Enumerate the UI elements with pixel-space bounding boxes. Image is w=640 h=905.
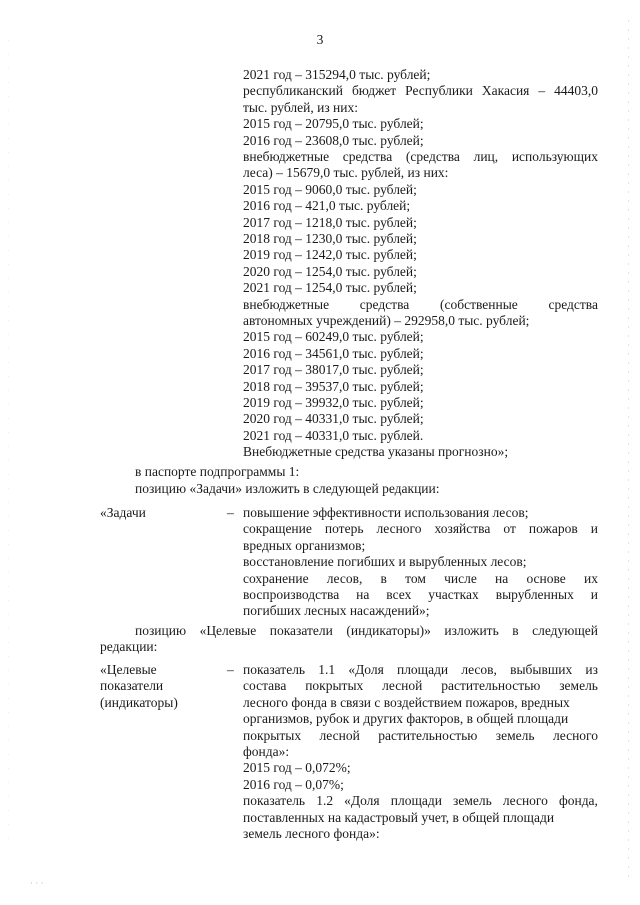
funding-line: 2021 год – 40331,0 тыс. рублей. bbox=[243, 427, 424, 443]
funding-line: автономных учреждений) – 292958,0 тыс. рублей; bbox=[243, 313, 530, 328]
scan-edge-right bbox=[628, 20, 629, 880]
funding-line: 2015 год – 9060,0 тыс. рублей; bbox=[243, 181, 417, 197]
indicator-line: лесного фонда в связи с воздействием пожаров, вредных bbox=[243, 694, 570, 710]
indicator-line: показатель 1.1 «Доля площади лесов, выбывших из bbox=[243, 662, 598, 677]
indicator-line: организмов, рубок и других факторов, в общей площади bbox=[243, 711, 569, 727]
funding-line: Внебюджетные средства указаны прогнозно»; bbox=[243, 444, 509, 460]
task-line: сокращение потерь лесного хозяйства от пожаров и bbox=[243, 521, 598, 537]
funding-line: внебюджетные средства (собственные средства bbox=[243, 296, 598, 312]
funding-line: 2021 год – 1254,0 тыс. рублей; bbox=[243, 280, 417, 296]
funding-line: тыс. рублей, из них: bbox=[243, 99, 358, 115]
indicators-instruction-cont: редакции: bbox=[100, 639, 158, 654]
task-line: вредных организмов; bbox=[243, 537, 366, 553]
funding-line: 2017 год – 1218,0 тыс. рублей; bbox=[243, 214, 417, 230]
indicator-line: 2016 год – 0,07%; bbox=[243, 776, 344, 792]
indicator-line: 2015 год – 0,072%; bbox=[243, 760, 351, 776]
funding-line: 2021 год – 315294,0 тыс. рублей; bbox=[243, 67, 431, 82]
tasks-dash: – bbox=[227, 505, 234, 520]
funding-line: 2016 год – 34561,0 тыс. рублей; bbox=[243, 345, 424, 361]
task-line: восстановление погибших и вырубленных лесов; bbox=[243, 554, 527, 570]
funding-line: 2019 год – 39932,0 тыс. рублей; bbox=[243, 395, 424, 410]
funding-line: внебюджетные средства (средства лиц, использующих bbox=[243, 149, 598, 164]
tasks-label: «Задачи bbox=[100, 505, 146, 520]
passport-instruction: в паспорте подпрограммы 1: bbox=[135, 464, 300, 479]
indicators-label-line: показатели bbox=[100, 678, 164, 694]
indicator-line: поставленных на кадастровый учет, в общей площади bbox=[243, 809, 555, 825]
funding-line: 2015 год – 20795,0 тыс. рублей; bbox=[243, 116, 424, 132]
indicator-line: показатель 1.2 «Доля площади земель лесного фонда, bbox=[243, 793, 598, 809]
funding-line: 2019 год – 1242,0 тыс. рублей; bbox=[243, 247, 417, 263]
funding-line: 2018 год – 1230,0 тыс. рублей; bbox=[243, 231, 417, 246]
task-line: сохранение лесов, в том числе на основе их bbox=[243, 570, 598, 586]
funding-line: республиканский бюджет Республики Хакасия – 44403,0 bbox=[243, 83, 598, 99]
task-line: воспроизводства на всех участках вырубленных и bbox=[243, 587, 598, 602]
scan-smudge: · · · bbox=[30, 878, 44, 888]
task-line: повышение эффективности использования лесов; bbox=[243, 505, 529, 520]
indicator-line: фонда»: bbox=[243, 744, 290, 759]
indicators-instruction-line: позицию «Целевые показатели (индикаторы)» изложить в следующей bbox=[135, 623, 598, 638]
indicator-line: покрытых лесной растительностью земель лесного bbox=[243, 727, 598, 743]
funding-line: 2020 год – 1254,0 тыс. рублей; bbox=[243, 263, 417, 279]
indicator-line: состава покрытых лесной растительностью земель bbox=[243, 678, 598, 694]
indicators-label-line: «Целевые bbox=[100, 662, 157, 677]
funding-line: 2015 год – 60249,0 тыс. рублей; bbox=[243, 329, 424, 345]
indicators-label-line: (индикаторы) bbox=[100, 694, 178, 710]
task-line: погибших лесных насаждений»; bbox=[243, 603, 430, 619]
funding-line: 2017 год – 38017,0 тыс. рублей; bbox=[243, 362, 424, 378]
scan-edge-left bbox=[8, 40, 9, 840]
funding-line: леса) – 15679,0 тыс. рублей, из них: bbox=[243, 165, 449, 181]
indicators-dash: – bbox=[227, 662, 234, 677]
funding-line: 2016 год – 421,0 тыс. рублей; bbox=[243, 198, 411, 214]
funding-line: 2020 год – 40331,0 тыс. рублей; bbox=[243, 411, 424, 427]
page-number: 3 bbox=[316, 32, 324, 47]
indicator-line: земель лесного фонда»: bbox=[243, 826, 380, 841]
funding-line: 2018 год – 39537,0 тыс. рублей; bbox=[243, 378, 424, 394]
funding-line: 2016 год – 23608,0 тыс. рублей; bbox=[243, 132, 424, 148]
tasks-instruction: позицию «Задачи» изложить в следующей редакции: bbox=[135, 481, 440, 496]
